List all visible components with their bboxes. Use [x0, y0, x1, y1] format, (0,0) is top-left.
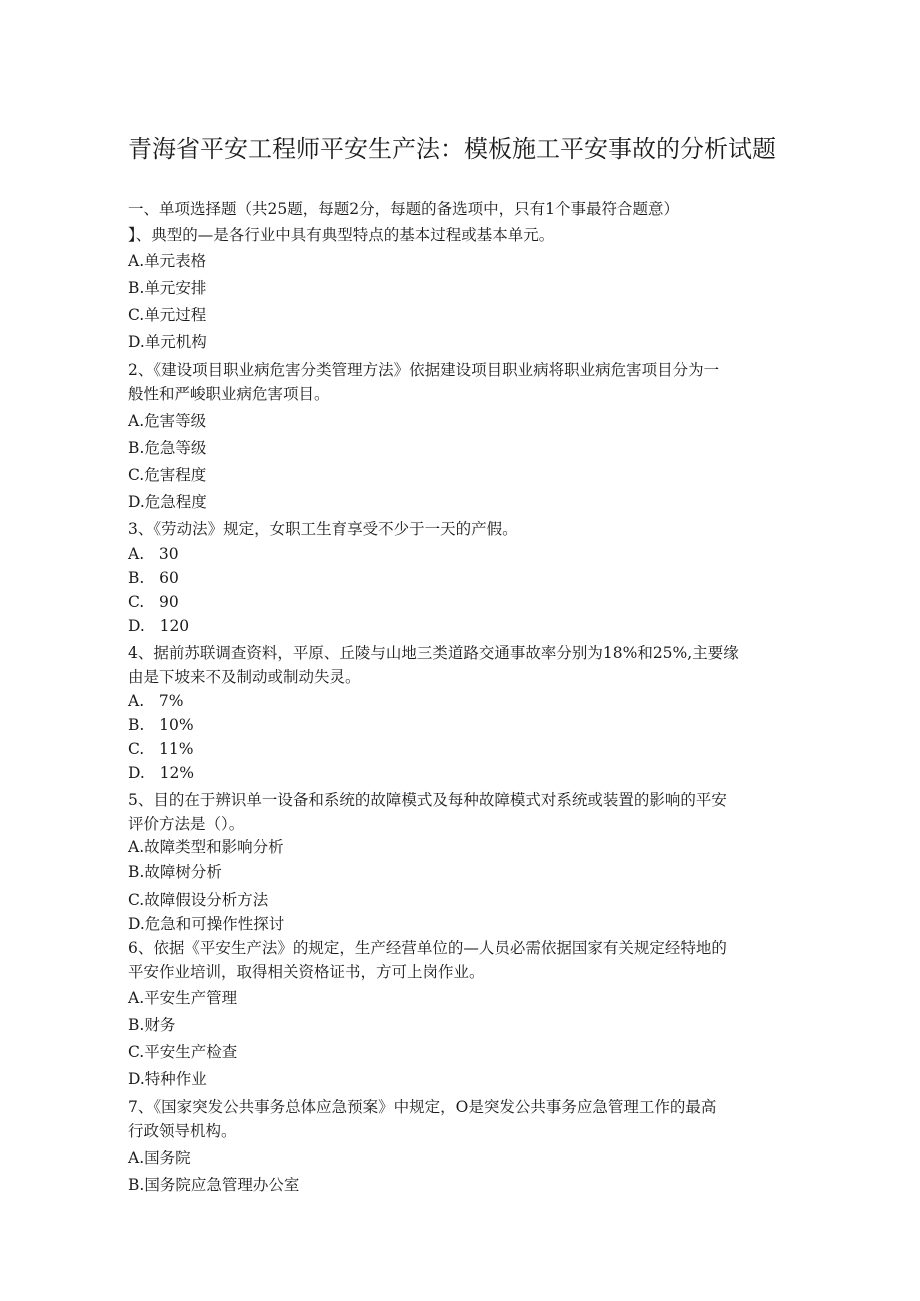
question-2-option-b: B.危急等级 — [128, 439, 207, 457]
question-2-text-line-1: 2、《建设项目职业病危害分类管理方法》依据建设项目职业病将职业病危害项目分为一 — [128, 361, 720, 379]
question-4-text-line-1: 4、据前苏联调查资料，平原、丘陵与山地三类道路交通事故率分别为18%和25%,主要缘 — [128, 644, 739, 662]
question-3-option-b: B. 60 — [128, 569, 179, 587]
question-2-option-a: A.危害等级 — [128, 412, 207, 430]
question-2-option-d: D.危急程度 — [128, 493, 207, 511]
question-2-option-c: C.危害程度 — [128, 466, 207, 484]
document-title: 青海省平安工程师平安生产法：模板施工平安事故的分析试题 — [128, 135, 776, 163]
question-3-option-d: D. 120 — [128, 617, 190, 635]
question-6-option-c: C.平安生产检查 — [128, 1043, 238, 1061]
question-4-option-b: B. 10% — [128, 716, 194, 734]
question-5-text-line-2: 评价方法是（）。 — [128, 815, 245, 833]
question-3-text: 3、《劳动法》规定，女职工生育享受不少于一天的产假。 — [128, 520, 518, 538]
question-5-text-line-1: 5、目的在于辨识单一设备和系统的故障模式及每种故障模式对系统或装置的影响的平安 — [128, 791, 727, 809]
question-5-option-c: C.故障假设分析方法 — [128, 891, 269, 909]
question-1-text: 】、典型的—是各行业中具有典型特点的基本过程或基本单元。 — [128, 226, 555, 244]
question-7-option-b: B.国务院应急管理办公室 — [128, 1176, 300, 1194]
question-1-option-d: D.单元机构 — [128, 333, 207, 351]
question-7-option-a: A.国务院 — [128, 1149, 191, 1167]
question-7-text-line-1: 7、《国家突发公共事务总体应急预案》中规定，O是突发公共事务应急管理工作的最高 — [128, 1098, 717, 1116]
question-6-text-line-1: 6、依据《平安生产法》的规定，生产经营单位的—人员必需依据国家有关规定经特地的 — [128, 939, 727, 957]
question-4-option-a: A. 7% — [128, 692, 184, 710]
question-7-text-line-2: 行政领导机构。 — [128, 1122, 237, 1140]
question-6-option-a: A.平安生产管理 — [128, 989, 238, 1007]
question-4-text-line-2: 由是下坡来不及制动或制动失灵。 — [128, 668, 361, 686]
question-5-option-a: A.故障类型和影响分析 — [128, 838, 284, 856]
question-1-option-c: C.单元过程 — [128, 306, 207, 324]
question-2-text-line-2: 般性和严峻职业病危害项目。 — [128, 385, 330, 403]
question-4-option-c: C. 11% — [128, 740, 194, 758]
question-3-option-a: A. 30 — [128, 545, 179, 563]
section-header: 一、单项选择题（共25题，每题2分，每题的备选项中，只有1个事最符合题意） — [128, 200, 679, 218]
question-5-option-d: D.危急和可操作性探讨 — [128, 915, 285, 933]
question-5-option-b: B.故障树分析 — [128, 863, 222, 881]
question-3-option-c: C. 90 — [128, 593, 179, 611]
question-4-option-d: D. 12% — [128, 764, 195, 782]
question-6-text-line-2: 平安作业培训，取得相关资格证书，方可上岗作业。 — [128, 963, 485, 981]
question-6-option-b: B.财务 — [128, 1016, 176, 1034]
question-1-option-b: B.单元安排 — [128, 279, 207, 297]
question-1-option-a: A.单元表格 — [128, 252, 207, 270]
question-6-option-d: D.特种作业 — [128, 1070, 207, 1088]
